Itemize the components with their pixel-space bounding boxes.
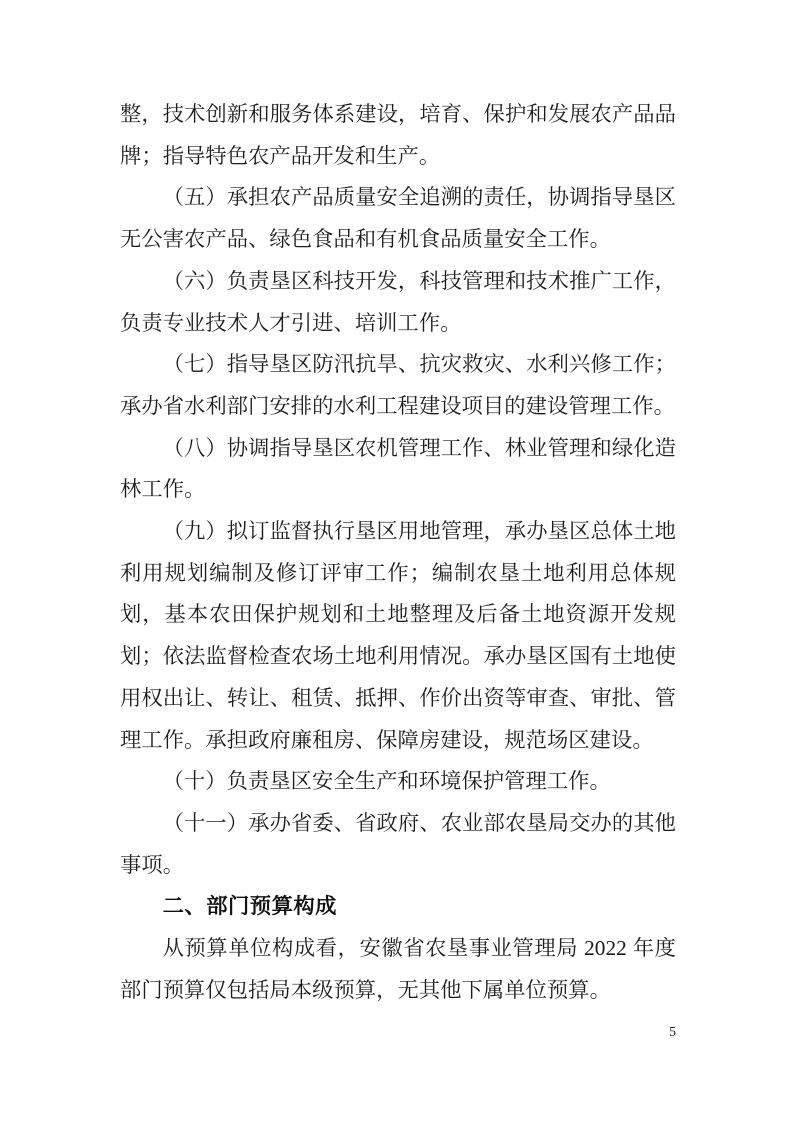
paragraph-continuation: 整，技术创新和服务体系建设，培育、保护和发展农产品品牌；指导特色农产品开发和生产。 <box>120 102 676 168</box>
paragraph-item-10: （十）负责垦区安全生产和环境保护管理工作。 <box>162 769 611 794</box>
paragraph-item-9: （九）拟订监督执行垦区用地管理，承办垦区总体土地利用规划编制及修订评审工作；编制农垦土地利用总体规划，基本农田保护规划和土地整理及后备土地资源开发规划；依法监督检查农场土地利用情况。承办垦区国有土地使用权出让、转让、租赁、抵押、作价出资等审查、审批、管理工作。承担政府廉租房、保障房建设，规范场区建设。 <box>120 519 676 752</box>
section-heading-budget-composition: 二、部门预算构成 <box>162 894 337 919</box>
document-body <box>120 94 676 1011</box>
paragraph-item-8: （八）协调指导垦区农机管理工作、林业管理和绿化造林工作。 <box>120 435 676 502</box>
paragraph-item-6: （六）负责垦区科技开发，科技管理和技术推广工作，负责专业技术人才引进、培训工作。 <box>120 268 676 335</box>
paragraph-budget-composition: 从预算单位构成看，安徽省农垦事业管理局 2022 年度部门预算仅包括局本级预算，无其他下属单位预算。 <box>120 936 676 1002</box>
paragraph-item-5: （五）承担农产品质量安全追溯的责任，协调指导垦区无公害农产品、绿色食品和有机食品质量安全工作。 <box>120 185 676 252</box>
page-number: 5 <box>669 1025 676 1040</box>
paragraph-item-11: （十一）承办省委、省政府、农业部农垦局交办的其他事项。 <box>120 810 676 877</box>
paragraph-item-7: （七）指导垦区防汛抗旱、抗灾救灾、水利兴修工作；承办省水利部门安排的水利工程建设项目的建设管理工作。 <box>120 352 676 418</box>
